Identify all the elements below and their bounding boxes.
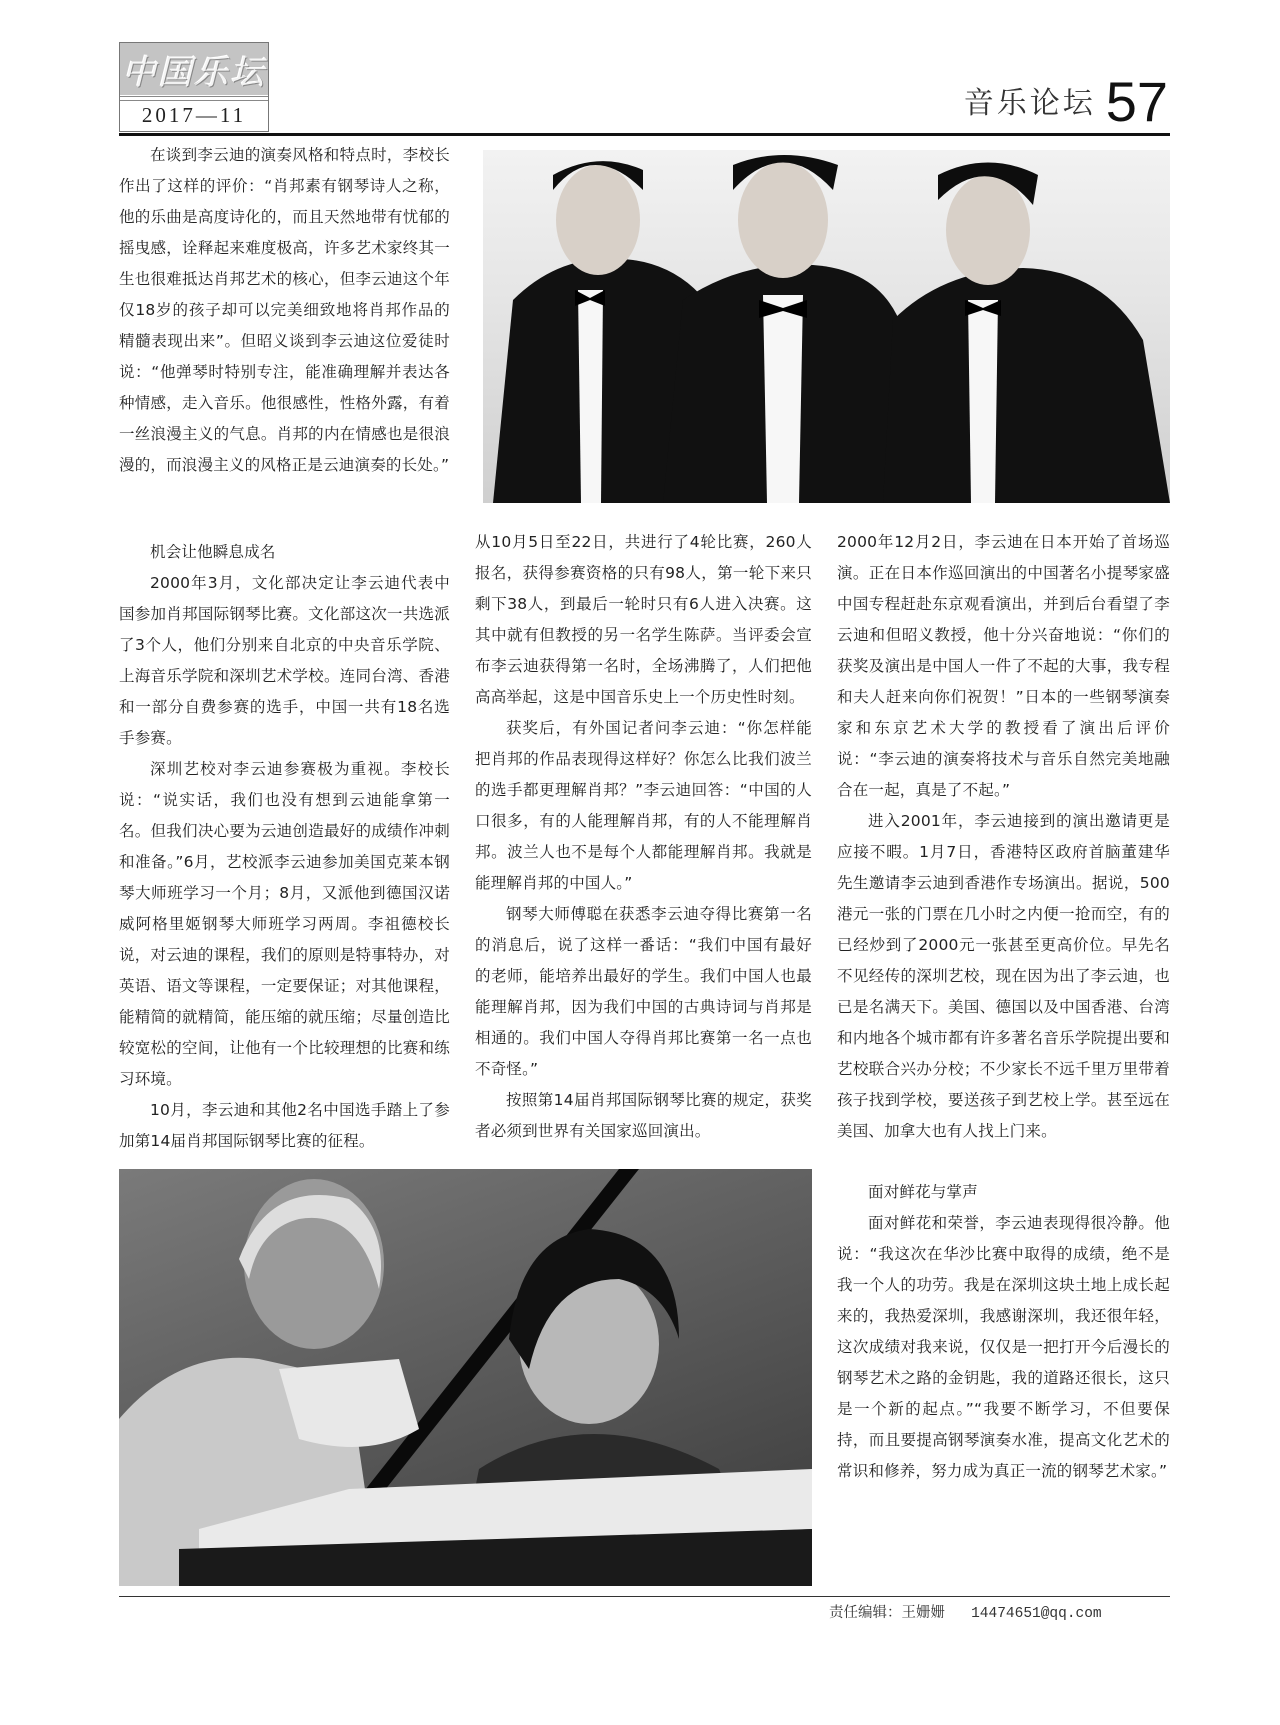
paragraph: 进入2001年，李云迪接到的演出邀请更是应接不暇。1月7日，香港特区政府首脑董建华先生邀请李云迪到香港作专场演出。据说，500港元一张的门票在几小时之内便一抢而空，有的已经炒到了2000元一张甚至更高价位。早先名不见经传的深圳艺校，现在因为出了李云迪，也已是名满天下。美国、德国以及中国香港、台湾和内地各个城市都有许多著名音乐学院提出要和艺校联合兴办分校；不少家长不远千里万里带着孩子找到学校，要送孩子到艺校上学。甚至远在美国、加拿大也有人找上门来。: [837, 812, 1170, 1140]
magazine-logo-text: 中国乐坛: [120, 43, 268, 95]
subheading-opportunity: 机会让他瞬息成名: [150, 543, 276, 561]
editor-email: 14474651@qq.com: [971, 1606, 1102, 1622]
columns-1-2: [119, 527, 812, 1157]
section-title: 音乐论坛: [963, 86, 1096, 121]
footer: [829, 1601, 1170, 1622]
footer-rule: [119, 1596, 1170, 1662]
piano-lesson-illustration: [119, 1169, 812, 1586]
page-number: 57: [1105, 70, 1168, 133]
issue-date: 2017—11: [141, 103, 247, 127]
intro-column: [119, 140, 450, 481]
paragraph: 2000年3月，文化部决定让李云迪代表中国参加肖邦国际钢琴比赛。文化部这次一共选派了3个人，他们分别来自北京的中央音乐学院、上海音乐学院和深圳艺术学校。连同台湾、香港和一部分自费参赛的选手，中国一共有18名选手参赛。: [119, 574, 450, 747]
column-1: [119, 527, 450, 1157]
photo-teacher-student-piano: [119, 1169, 812, 1586]
paragraph: 面对鲜花和荣誉，李云迪表现得很冷静。他说：“我这次在华沙比赛中取得的成绩，绝不是我一个人的功劳。我是在深圳这块土地上成长起来的，我热爱深圳，我感谢深圳，我还很年轻，这次成绩对我来说，仅仅是一把打开今后漫长的钢琴艺术之路的金钥匙，我的道路还很长，这只是一个新的起点。”“我要不断学习，不但要保持，而且要提高钢琴演奏水准，提高文化艺术的常识和修养，努力成为真正一流的钢琴艺术家。”: [837, 1214, 1170, 1480]
portrait-illustration: [483, 150, 1170, 503]
paragraph: 深圳艺校对李云迪参赛极为重视。李校长说：“说实话，我们也没有想到云迪能拿第一名。但我们决心要为云迪创造最好的成绩作冲刺和准备。”6月，艺校派李云迪参加美国克莱本钢琴大师班学习一个月；8月，又派他到德国汉诺威阿格里姬钢琴大师班学习两周。李祖德校长说，对云迪的课程，我们的原则是特事特办，对英语、语文等课程，一定要保证；对其他课程，能精简的就精简，能压缩的就压缩；尽量创造比较宽松的空间，让他有一个比较理想的比赛和练习环境。: [119, 760, 450, 1088]
photo-three-portraits: [483, 150, 1170, 503]
paragraph: 从10月5日至22日，共进行了4轮比赛，260人报名，获得参赛资格的只有98人，第一轮下来只剩下38人，到最后一轮时只有6人进入决赛。这其中就有但教授的另一名学生陈萨。当评委会宣布李云迪获得第一名时，全场沸腾了，人们把他高高举起，这是中国音乐史上一个历史性时刻。: [475, 533, 812, 706]
left-block: [119, 527, 812, 1586]
paragraph: 获奖后，有外国记者问李云迪：“你怎样能把肖邦的作品表现得这样好？你怎么比我们波兰的选手都更理解肖邦？”李云迪回答：“中国的人口很多，有的人能理解肖邦，有的人不能理解肖邦。波兰人也不是每个人都能理解肖邦。我就是能理解肖邦的中国人。”: [475, 719, 812, 892]
top-row: [119, 140, 1170, 503]
editor-credit: 责任编辑：王姗姗: [829, 1605, 945, 1621]
paragraph: 按照第14届肖邦国际钢琴比赛的规定，获奖者必须到世界有关国家巡回演出。: [475, 1091, 812, 1140]
paragraph: 10月，李云迪和其他2名中国选手踏上了参加第14届肖邦国际钢琴比赛的征程。: [119, 1101, 450, 1150]
paragraph: 钢琴大师傅聪在获悉李云迪夺得比赛第一名的消息后，说了这样一番话：“我们中国有最好的老师，能培养出最好的学生。我们中国人也最能理解肖邦，因为我们中国的古典诗词与肖邦是相通的。我们中国人夺得肖邦比赛第一名一点也不奇怪。”: [475, 905, 812, 1078]
column-2: [475, 527, 812, 1147]
column-3: [837, 527, 1170, 1487]
lower-row: [119, 527, 1170, 1586]
article-body: [119, 0, 1170, 1662]
subheading-flowers-applause: 面对鲜花与掌声: [868, 1183, 978, 1201]
intro-paragraph: 在谈到李云迪的演奏风格和特点时，李校长作出了这样的评价：“肖邦素有钢琴诗人之称，他的乐曲是高度诗化的，而且天然地带有忧郁的摇曳感，诠释起来难度极高，许多艺术家终其一生也很难抵达肖邦艺术的核心，但李云迪这个年仅18岁的孩子却可以完美细致地将肖邦作品的精髓表现出来”。但昭义谈到李云迪这位爱徒时说：“他弹琴时特别专注，能准确理解并表达各种情感，走入音乐。他很感性，性格外露，有着一丝浪漫主义的气息。肖邦的内在情感也是很浪漫的，而浪漫主义的风格正是云迪演奏的长处。”: [119, 146, 450, 474]
paragraph: 2000年12月2日，李云迪在日本开始了首场巡演。正在日本作巡回演出的中国著名小提琴家盛中国专程赶赴东京观看演出，并到后台看望了李云迪和但昭义教授，他十分兴奋地说：“你们的获奖及演出是中国人一件了不起的大事，我专程和夫人赶来向你们祝贺！”日本的一些钢琴演奏家和东京艺术大学的教授看了演出后评价说：“李云迪的演奏将技术与音乐自然完美地融合在一起，真是了不起。”: [837, 533, 1170, 799]
